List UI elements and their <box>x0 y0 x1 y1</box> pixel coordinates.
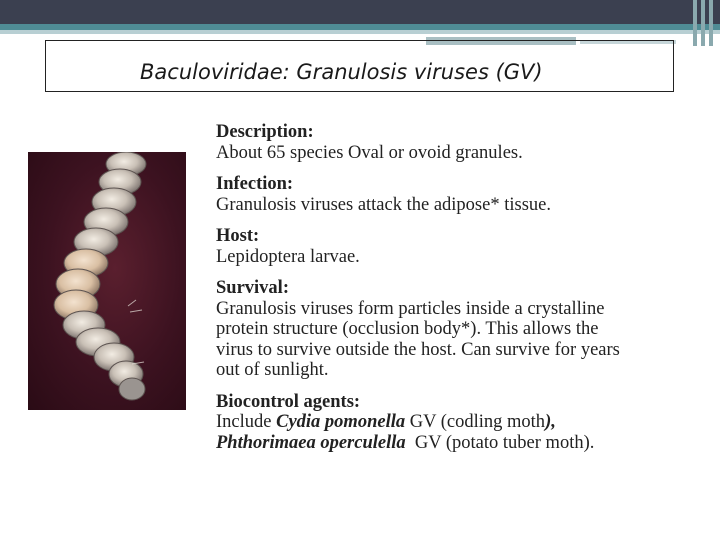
survival-line: protein structure (occlusion body*). This allows the <box>216 319 599 339</box>
biocontrol-section <box>216 392 720 454</box>
biocontrol-suffix: GV (codling moth <box>405 412 546 432</box>
infection-text: Granulosis viruses attack the adipose* tissue. <box>216 194 551 215</box>
survival-line: virus to survive outside the host. Can survive for years <box>216 339 620 360</box>
biocontrol-suffix: GV (potato tuber moth). <box>405 432 595 453</box>
description-heading: Description: <box>216 122 314 142</box>
survival-heading: Survival: <box>216 278 289 298</box>
survival-line: Granulosis viruses form particles inside a crystalline <box>216 298 605 319</box>
corner-accent-bar <box>693 0 697 46</box>
biocontrol-line-2 <box>216 433 720 454</box>
header-light-stripe <box>0 30 720 34</box>
corner-accent-bar <box>701 0 705 46</box>
biocontrol-prefix: Include <box>216 412 277 432</box>
host-heading: Host: <box>216 226 260 246</box>
species-name: Phthorimaea operculella <box>216 432 406 453</box>
biocontrol-line-1 <box>216 412 720 433</box>
corner-accent-bar <box>709 0 713 46</box>
biocontrol-heading: Biocontrol agents: <box>216 391 361 412</box>
caterpillar-larva-icon <box>28 152 186 410</box>
slide-title: Baculoviridae: Granulosis viruses (GV) <box>140 60 543 84</box>
content-area <box>216 122 720 482</box>
host-text: Lepidoptera larvae. <box>216 246 360 267</box>
species-name: Cydia pomonella <box>276 412 406 432</box>
infection-section <box>216 174 720 215</box>
caterpillar-larva-photo <box>28 152 186 410</box>
biocontrol-tail: ), <box>545 412 556 432</box>
description-section <box>216 122 720 163</box>
header-bar <box>0 0 720 24</box>
survival-section <box>216 278 720 381</box>
infection-heading: Infection: <box>216 174 294 194</box>
description-text: About 65 species Oval or ovoid granules. <box>216 142 523 163</box>
host-section <box>216 226 720 267</box>
survival-line: out of sunlight. <box>216 360 329 380</box>
